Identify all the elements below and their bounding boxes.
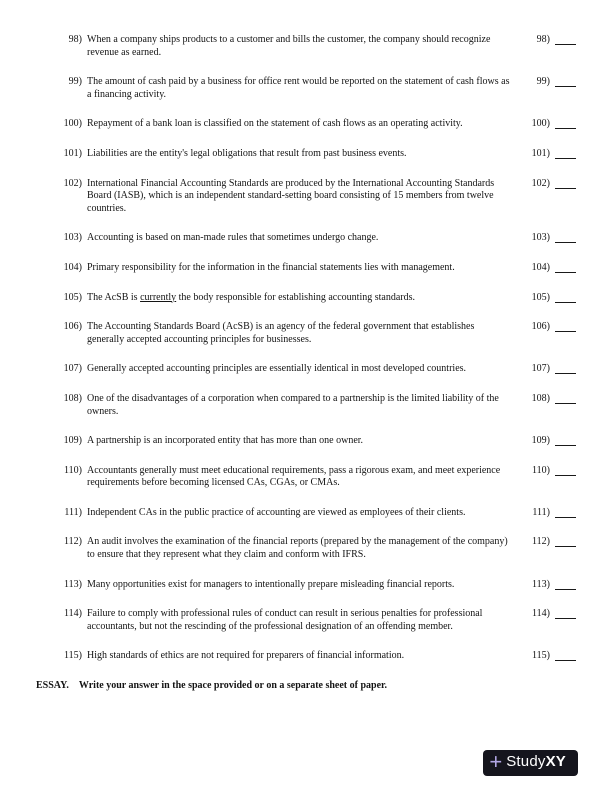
answer-area: [524, 579, 576, 592]
answer-blank[interactable]: [555, 232, 576, 243]
question-text: [87, 507, 511, 520]
question-text: [87, 262, 511, 275]
question-text-pre: International Financial Accounting Standards are produced by the International Accounting Standards Board (IASB), which is an independent standard-setting board consisting of 15 members from twelve countries.: [87, 177, 495, 214]
question-row: [36, 363, 576, 376]
answer-blank[interactable]: [555, 435, 576, 446]
question-text-pre: When a company ships products to a customer and bills the customer, the company should recognize revenue as earned.: [87, 34, 491, 58]
question-text: [87, 178, 511, 216]
answer-blank[interactable]: [555, 363, 576, 374]
question-text: [87, 465, 511, 490]
answer-number: 105): [531, 291, 550, 303]
answer-number: 100): [531, 118, 550, 130]
answer-number: 99): [536, 76, 550, 88]
question-text-pre: High standards of ethics are not required for preparers of financial information.: [87, 650, 405, 662]
question-text-pre: The Accounting Standards Board (AcSB) is an agency of the federal government that establishes generally accepted accounting principles for businesses.: [87, 321, 475, 345]
answer-number: 98): [536, 34, 550, 45]
answer-area: [524, 262, 576, 275]
question-number: 111): [64, 506, 82, 518]
brand-name-regular: Study: [506, 753, 546, 771]
question-row: [36, 579, 576, 592]
question-row: [36, 76, 576, 101]
answer-area: [524, 608, 576, 621]
brand-name-bold: XY: [545, 753, 566, 771]
answer-area: [524, 536, 576, 549]
answer-blank[interactable]: [555, 178, 576, 189]
answer-blank[interactable]: [555, 76, 576, 87]
question-number: 113): [64, 578, 82, 590]
question-text: [87, 76, 511, 101]
answer-number: 101): [531, 147, 550, 159]
question-number: 115): [64, 650, 82, 662]
question-text: [87, 536, 511, 561]
question-row: [36, 148, 576, 161]
answer-area: [524, 465, 576, 478]
answer-blank[interactable]: [555, 292, 576, 303]
question-row: [36, 321, 576, 346]
answer-number: 111): [532, 506, 550, 518]
question-text-pre: Liabilities are the entity's legal obligations that result from past business events.: [87, 147, 407, 159]
question-text: [87, 393, 511, 418]
question-row: [36, 608, 576, 633]
question-number: 101): [63, 147, 82, 159]
answer-number: 106): [531, 321, 550, 333]
question-row: [36, 232, 576, 245]
answer-area: [524, 34, 576, 47]
answer-number: 115): [532, 650, 550, 662]
essay-label: ESSAY.: [36, 680, 69, 692]
question-text: [87, 321, 511, 346]
answer-number: 102): [531, 177, 550, 189]
question-number: 98): [68, 34, 82, 45]
question-text: [87, 579, 511, 592]
question-text-pre: Accountants generally must meet educational requirements, pass a rigorous exam, and meet experience requirements before becoming licensed CAs, CGAs, or CMAs.: [87, 464, 501, 489]
plus-icon: +: [489, 748, 503, 774]
answer-number: 114): [532, 608, 550, 620]
question-row: [36, 118, 576, 131]
answer-number: 112): [532, 536, 550, 548]
answer-blank[interactable]: [555, 393, 576, 404]
question-text: [87, 148, 511, 161]
question-number: 109): [63, 435, 82, 447]
question-text-pre: The amount of cash paid by a business for office rent would be reported on the statement of cash flows as a financing activity.: [87, 76, 510, 100]
answer-area: [524, 321, 576, 334]
question-text: [87, 608, 511, 633]
question-number: 105): [63, 291, 82, 303]
answer-number: 103): [531, 232, 550, 244]
question-number: 114): [64, 608, 82, 620]
answer-blank[interactable]: [555, 579, 576, 590]
question-text-underlined: currently: [140, 291, 177, 303]
question-row: [36, 393, 576, 418]
answer-blank[interactable]: [555, 608, 576, 619]
answer-number: 107): [531, 363, 550, 375]
answer-blank[interactable]: [555, 536, 576, 547]
question-text: [87, 34, 511, 59]
question-number: 106): [63, 321, 82, 333]
question-row: [36, 435, 576, 448]
question-number: 103): [63, 232, 82, 244]
essay-instruction: Write your answer in the space provided or on a separate sheet of paper.: [78, 680, 388, 692]
answer-area: [524, 363, 576, 376]
question-text-pre: The AcSB is: [87, 291, 141, 303]
studyxy-logo: [483, 750, 578, 776]
answer-area: [524, 76, 576, 89]
question-text: [87, 118, 511, 131]
answer-area: [524, 292, 576, 305]
question-text-pre: Failure to comply with professional rules of conduct can result in serious penalties for professional accountants, but not the rescinding of the professional designation of an offending member.: [87, 608, 483, 632]
answer-number: 110): [532, 464, 550, 476]
question-text-pre: Independent CAs in the public practice of accounting are viewed as employees of their clients.: [87, 506, 466, 518]
question-row: [36, 262, 576, 275]
answer-area: [524, 650, 576, 663]
question-row: [36, 465, 576, 490]
question-text: [87, 363, 511, 376]
answer-number: 104): [531, 261, 550, 273]
question-number: 99): [68, 76, 82, 88]
answer-blank[interactable]: [555, 118, 576, 129]
question-text-post: the body responsible for establishing accounting standards.: [176, 291, 415, 303]
question-text: [87, 435, 511, 448]
answer-area: [524, 393, 576, 406]
question-number: 104): [63, 261, 82, 273]
question-text-pre: Accounting is based on man-made rules that sometimes undergo change.: [87, 232, 379, 244]
question-number: 108): [63, 392, 82, 404]
question-row: [36, 34, 576, 59]
question-row: [36, 507, 576, 520]
answer-area: [524, 118, 576, 131]
question-text-pre: Repayment of a bank loan is classified on the statement of cash flows as an operating activity.: [87, 118, 463, 130]
question-text-pre: Many opportunities exist for managers to intentionally prepare misleading financial reports.: [87, 578, 455, 590]
answer-number: 108): [531, 392, 550, 404]
question-row: [36, 536, 576, 561]
answer-blank[interactable]: [555, 321, 576, 332]
answer-area: [524, 148, 576, 161]
question-number: 112): [64, 536, 82, 548]
brand-name: [506, 753, 566, 772]
answer-area: [524, 178, 576, 191]
answer-number: 109): [531, 435, 550, 447]
question-row: [36, 650, 576, 663]
answer-blank[interactable]: [555, 34, 576, 45]
answer-blank[interactable]: [555, 650, 576, 661]
essay-section-header: [36, 680, 576, 693]
answer-area: [524, 507, 576, 520]
answer-blank[interactable]: [555, 507, 576, 518]
question-text-pre: Primary responsibility for the information in the financial statements lies with management.: [87, 261, 455, 273]
answer-blank[interactable]: [555, 465, 576, 476]
question-text: [87, 232, 511, 245]
question-text: [87, 650, 511, 663]
question-row: [36, 292, 576, 305]
questions-list: [36, 34, 576, 663]
question-number: 110): [64, 464, 82, 476]
question-number: 102): [63, 177, 82, 189]
question-text: [87, 292, 511, 305]
question-number: 100): [63, 118, 82, 130]
answer-blank[interactable]: [555, 262, 576, 273]
answer-number: 113): [532, 578, 550, 590]
question-number: 107): [63, 363, 82, 375]
answer-blank[interactable]: [555, 148, 576, 159]
question-text-pre: One of the disadvantages of a corporation when compared to a partnership is the limited liability of the owners.: [87, 392, 499, 417]
answer-area: [524, 435, 576, 448]
question-text-pre: An audit involves the examination of the financial reports (prepared by the management of the company) to ensure that they represent what they claim and conform with IFRS.: [87, 536, 508, 561]
question-text-pre: Generally accepted accounting principles are essentially identical in most developed countries.: [87, 363, 467, 375]
question-row: [36, 178, 576, 216]
answer-area: [524, 232, 576, 245]
question-text-pre: A partnership is an incorporated entity that has more than one owner.: [87, 435, 364, 447]
